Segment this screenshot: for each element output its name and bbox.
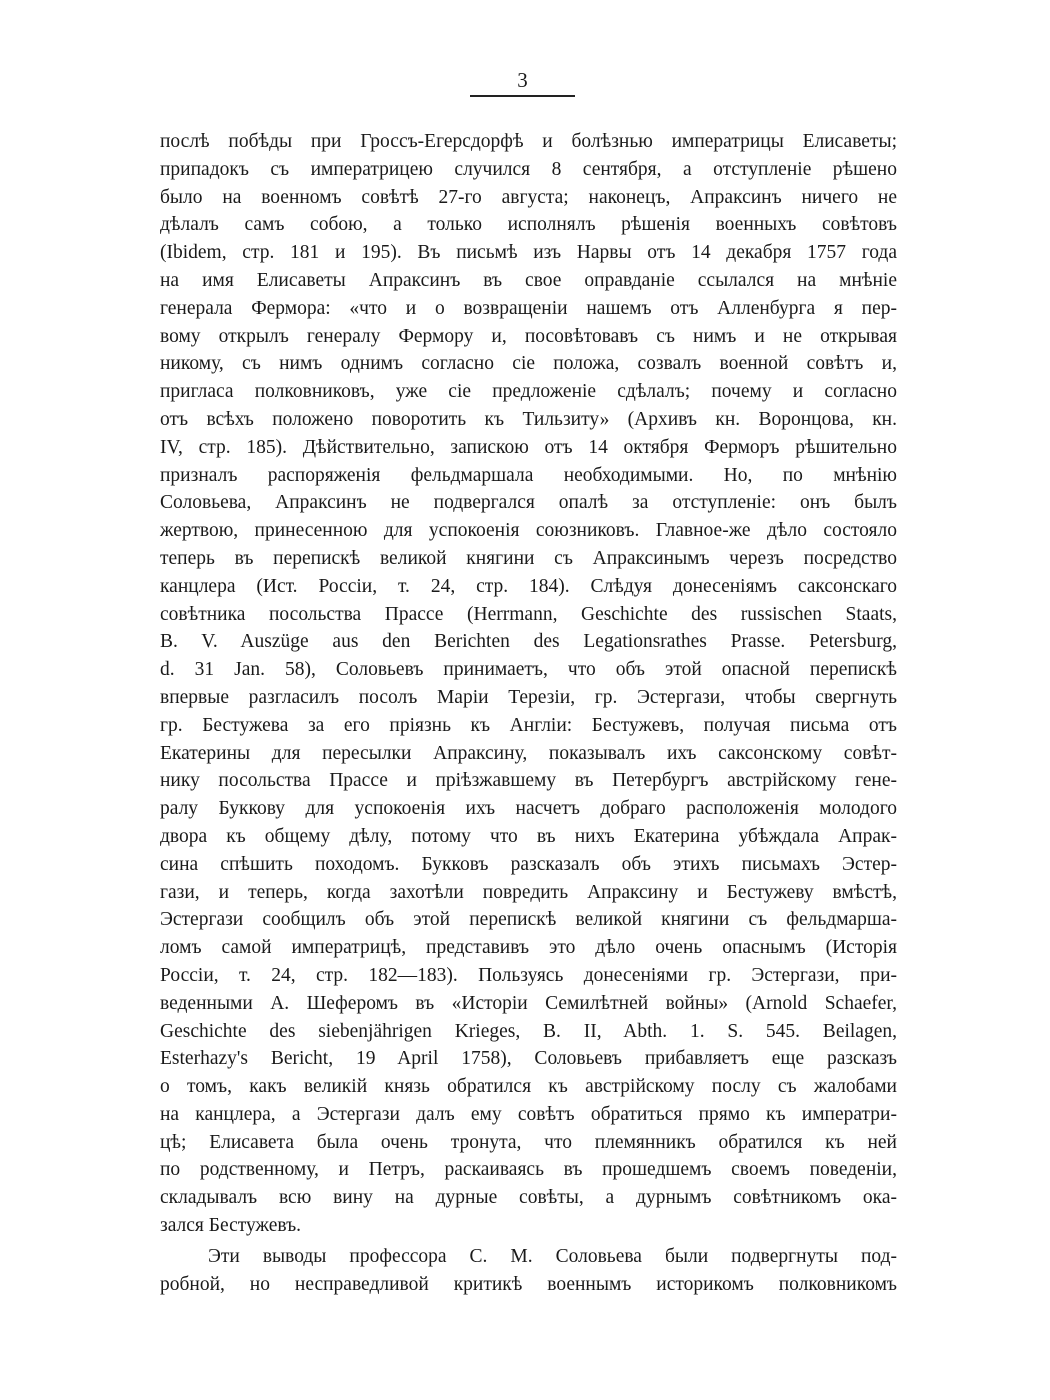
text-line: нику посольства Прассе и пріѣзжавшему въ Петербургъ австрійскому гене- xyxy=(160,770,897,792)
text-line: B. V. Auszüge aus den Berichten des Legationsrathes Prasse. Petersburg, xyxy=(160,631,897,653)
text-line: пригласа полковниковъ, уже сіе предложеніе сдѣлалъ; почему и согласно xyxy=(160,381,897,403)
text-line: веденными А. Шеферомъ въ «Исторіи Семилѣтней войны» (Arnold Schaefer, xyxy=(160,992,897,1014)
text-line: припадокъ съ императрицею случился 8 сентября, а отступленіе рѣшено xyxy=(160,158,897,180)
text-line: жертвою, принесенною для успокоенія союзниковъ. Главное-же дѣло состояло xyxy=(160,520,897,542)
text-line: Екатерины для пересылки Апраксину, показывалъ ихъ саксонскому совѣт- xyxy=(160,742,897,764)
text-line: Эти выводы профессора С. М. Соловьева были подвергнуты под- xyxy=(208,1245,897,1267)
text-line: (Ibidem, стр. 181 и 195). Въ письмѣ изъ Нарвы отъ 14 декабря 1757 года xyxy=(160,242,897,264)
text-line: Соловьева, Апраксинъ не подвергался опалѣ за отступленіе: онъ былъ xyxy=(160,492,897,514)
text-line: цѣ; Елисавета была очень тронута, что племянникъ обратился къ ней xyxy=(160,1131,897,1153)
text-line: сина спѣшить походомъ. Букковъ разсказалъ объ этихъ письмахъ Эстер- xyxy=(160,853,897,875)
text-line: на имя Елисаветы Апраксинъ въ свое оправданіе ссылался на мнѣніе xyxy=(160,269,897,291)
text-line: никому, съ нимъ однимъ согласно сіе положа, созвалъ военной совѣтъ и, xyxy=(160,353,897,375)
text-line: складывалъ всю вину на дурные совѣты, а дурнымъ совѣтникомъ ока- xyxy=(160,1187,897,1209)
text-line: генерала Фермора: «что и о возвращеніи нашемъ отъ Алленбурга я пер- xyxy=(160,297,897,319)
text-line: гр. Бестужева за его пріязнь къ Англіи: Бестужевъ, получая письма отъ xyxy=(160,714,897,736)
text-line: впервые разгласилъ посолъ Маріи Терезіи, гр. Эстергази, чтобы свергнуть xyxy=(160,686,897,708)
text-line: Россіи, т. 24, стр. 182—183). Пользуясь донесеніями гр. Эстергази, при- xyxy=(160,964,897,986)
text-line: совѣтника посольства Прассе (Herrmann, Geschichte des russischen Staats, xyxy=(160,603,897,625)
text-line: робной, но несправедливой критикѣ военнымъ историкомъ полковникомъ xyxy=(160,1273,897,1295)
text-line: отъ всѣхъ положено поворотить къ Тильзиту» (Архивъ кн. Воронцова, кн. xyxy=(160,408,897,430)
text-line: призналъ распоряженія фельдмаршала необходимыми. Но, по мнѣнію xyxy=(160,464,897,486)
paragraph xyxy=(160,1243,897,1299)
text-line: ралу Буккову для успокоенія ихъ насчетъ добраго расположенія молодого xyxy=(160,798,897,820)
text-line: Esterhazy's Bericht, 19 April 1758), Соловьевъ прибавляетъ еще разсказъ xyxy=(160,1048,897,1070)
text-line: дѣлалъ самъ собою, а только исполнялъ рѣшенія военныхъ совѣтовъ xyxy=(160,214,897,236)
text-line: d. 31 Jan. 58), Соловьевъ принимаетъ, что объ этой опасной перепискѣ xyxy=(160,659,897,681)
text-line: Geschichte des siebenjährigen Krieges, B. II, Abth. 1. S. 545. Beilagen, xyxy=(160,1020,897,1042)
text-line: ломъ самой императрицѣ, представивъ это дѣло очень опаснымъ (Исторія xyxy=(160,937,897,959)
text-line: IV, стр. 185). Дѣйствительно, запискою отъ 14 октября Ферморъ рѣшительно xyxy=(160,436,897,458)
page-number-rule xyxy=(470,95,575,97)
body-text xyxy=(160,128,897,1298)
text-line: на канцлера, а Эстергази далъ ему совѣтъ обратиться прямо къ императри- xyxy=(160,1103,897,1125)
text-line: было на военномъ совѣтѣ 27-го августа; наконецъ, Апраксинъ ничего не xyxy=(160,186,897,208)
text-line: вому открылъ генералу Фермору и, посовѣтовавъ съ нимъ и не открывая xyxy=(160,325,897,347)
paragraph xyxy=(160,128,897,1240)
text-line: гази, и теперь, когда захотѣли повредить Апраксину и Бестужеву вмѣстѣ, xyxy=(160,881,897,903)
text-line: теперь въ перепискѣ великой княгини съ Апраксинымъ черезъ посредство xyxy=(160,547,897,569)
text-line: по родственному, и Петръ, раскаиваясь въ прошедшемъ своемъ поведеніи, xyxy=(160,1159,897,1181)
page-number: 3 xyxy=(517,68,528,92)
text-line: канцлера (Ист. Россіи, т. 24, стр. 184). Слѣдуя донесеніямъ саксонскаго xyxy=(160,575,897,597)
text-line: о томъ, какъ великій князь обратился къ австрійскому послу съ жалобами xyxy=(160,1076,897,1098)
text-line: Эстергази сообщилъ объ этой перепискѣ великой княгини съ фельдмарша- xyxy=(160,909,897,931)
text-line: зался Бестужевъ. xyxy=(160,1215,302,1237)
text-line: двора къ общему дѣлу, потому что въ нихъ Екатерина убѣждала Апрак- xyxy=(160,825,897,847)
text-line: послѣ побѣды при Гроссъ-Егерсдорфѣ и болѣзнью императрицы Елисаветы; xyxy=(160,131,897,152)
